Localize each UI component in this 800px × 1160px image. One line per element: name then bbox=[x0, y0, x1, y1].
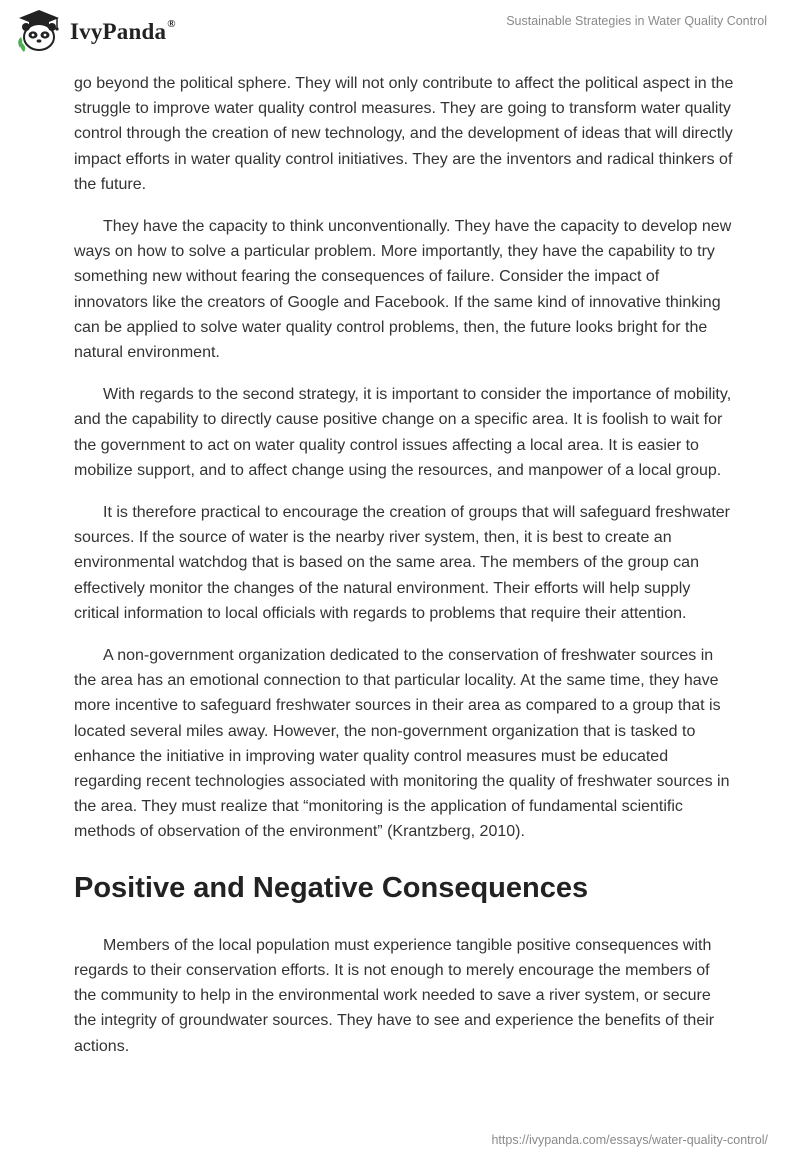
section-heading: Positive and Negative Consequences bbox=[74, 871, 589, 904]
paragraph: A non-government organization dedicated to the conservation of freshwater sources in the area has an emotional connection to that particular locality. At the same time, they have more incentive to safeguard freshwater sources in their area as compared to a group that is located several miles away. However, the non-government organization that is tasked to enhance the initiative in improving water quality control measures must be educated regarding recent technologies associated with monitoring the quality of freshwater sources in the area. They must realize that “monitoring is the application of fundamental scientific methods of observation of the environment” (Krantzberg, 2010). bbox=[74, 647, 730, 841]
brand-name: IvyPanda® bbox=[70, 18, 176, 44]
paragraph: Members of the local population must experience tangible positive consequences with regards to their conservation efforts. It is not enough to merely encourage the members of the community to help in the environmental work needed to save a river system, or secure the integrity of groundwater sources. They have to see and experience the benefits of their actions. bbox=[74, 936, 715, 1055]
paragraph: With regards to the second strategy, it is important to consider the importance of mobility, and the capability to directly cause positive change on a specific area. It is foolish to wait for the government to act on water quality control issues affecting a local area. It is easier to mobilize support, and to affect change using the resources, and manpower of a local group. bbox=[74, 386, 732, 479]
paragraph: They have the capacity to think unconventionally. They have the capacity to develop new ways on how to solve a particular problem. More importantly, they have the capability to try something new without fearing the consequences of failure. Consider the impact of innovators like the creators of Google and Facebook. If the same kind of innovative thinking can be applied to solve water quality control problems, then, the future looks bright for the natural environment. bbox=[74, 218, 732, 362]
document-title: Sustainable Strategies in Water Quality Control bbox=[506, 14, 767, 28]
source-url[interactable]: https://ivypanda.com/essays/water-quality-control/ bbox=[491, 1133, 768, 1147]
paragraph: go beyond the political sphere. They will not only contribute to affect the political aspect in the struggle to improve water quality control measures. They are going to transform water quality control through the creation of new technology, and the development of ideas that will directly impact efforts in water quality control initiatives. They are the inventors and radical thinkers of the future. bbox=[74, 75, 734, 193]
paragraph: It is therefore practical to encourage the creation of groups that will safeguard freshwater sources. If the source of water is the nearby river system, then, it is best to create an environmental watchdog that is based on the same area. The members of the group can effectively monitor the changes of the natural environment. Their efforts will help supply critical information to local officials with regards to problems that require their attention. bbox=[74, 504, 731, 622]
essay-content bbox=[74, 71, 734, 1076]
page-header bbox=[0, 0, 800, 62]
ivypanda-logo[interactable] bbox=[14, 8, 176, 54]
panda-graduate-icon bbox=[14, 8, 64, 54]
